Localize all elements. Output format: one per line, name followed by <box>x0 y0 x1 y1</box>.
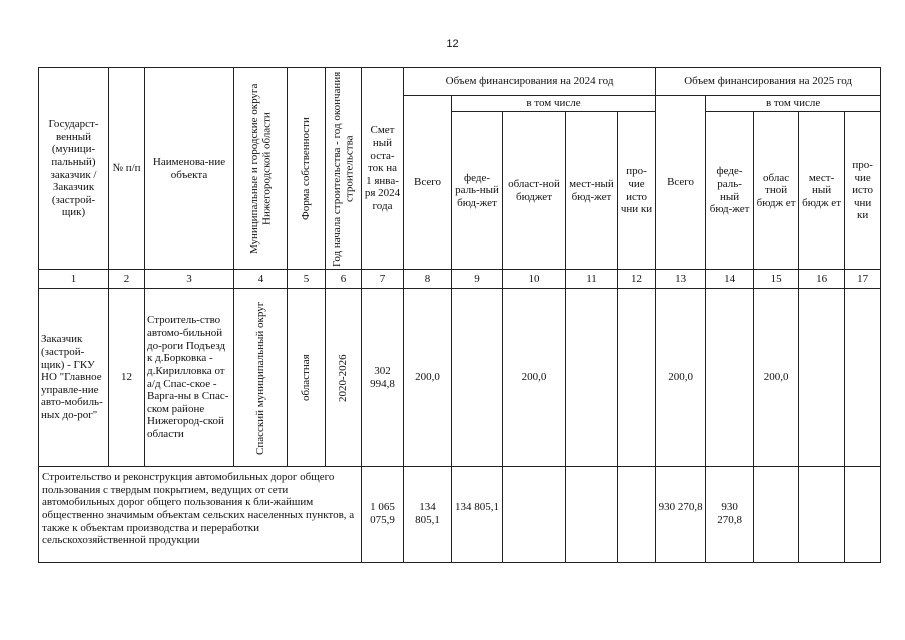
summary-federal-2025: 930 270,8 <box>706 467 754 563</box>
col-num: 3 <box>145 270 234 289</box>
header-other-2025: про-чие исто чни ки <box>845 112 881 270</box>
row-regional-2025: 200,0 <box>754 289 799 467</box>
col-num: 9 <box>452 270 503 289</box>
header-district: Муниципальные и городские округа Нижегородской области <box>234 68 288 270</box>
summary-local-2024 <box>566 467 618 563</box>
col-num: 15 <box>754 270 799 289</box>
summary-text: Строительство и реконструкция автомобильных дорог общего пользования с твердым покрытием, ведущих от сети автомобильных дорог общего пользования к бли-жайшим общественно значимым объектам сельских населенных пунктов, а также к объектам производства и переработки сельскохозяйственной продукции <box>39 467 362 563</box>
col-num: 1 <box>39 270 109 289</box>
col-num: 13 <box>656 270 706 289</box>
row-local-2025 <box>799 289 845 467</box>
col-num: 7 <box>362 270 404 289</box>
row-total-2025: 200,0 <box>656 289 706 467</box>
col-num: 5 <box>288 270 326 289</box>
header-federal-2024: феде-раль-ный бюд-жет <box>452 112 503 270</box>
header-total-2025: Всего <box>656 96 706 270</box>
summary-row <box>39 467 881 563</box>
row-other-2024 <box>618 289 656 467</box>
row-other-2025 <box>845 289 881 467</box>
header-ownership: Форма собственности <box>288 68 326 270</box>
page-number: 12 <box>446 38 459 50</box>
row-federal-2025 <box>706 289 754 467</box>
row-object-name: Строитель-ство автомо-бильной до-роги Подъезд к д.Борковка - д.Кирилловка от а/д Спас-ское - Варга-ны в Спас-ском районе Нижегород-ской области <box>145 289 234 467</box>
summary-regional-2025 <box>754 467 799 563</box>
summary-other-2024 <box>618 467 656 563</box>
col-num: 2 <box>109 270 145 289</box>
col-num: 6 <box>326 270 362 289</box>
col-num: 14 <box>706 270 754 289</box>
row-total-2024: 200,0 <box>404 289 452 467</box>
header-fin-2024: Объем финансирования на 2024 год <box>404 68 656 96</box>
col-num: 10 <box>503 270 566 289</box>
financing-table <box>38 67 881 563</box>
header-regional-2025: облас тной бюдж ет <box>754 112 799 270</box>
header-other-2024: про-чие исто чни ки <box>618 112 656 270</box>
header-balance: Смет ный оста-ток на 1 янва-ря 2024 года <box>362 68 404 270</box>
row-ownership: областная <box>288 289 326 467</box>
row-local-2024 <box>566 289 618 467</box>
row-years: 2020-2026 <box>326 289 362 467</box>
header-incl-2024: в том числе <box>452 96 656 112</box>
summary-other-2025 <box>845 467 881 563</box>
header-object-name: Наименова-ние объекта <box>145 68 234 270</box>
summary-total-2025: 930 270,8 <box>656 467 706 563</box>
header-no: № п/п <box>109 68 145 270</box>
header-local-2024: мест-ный бюд-жет <box>566 112 618 270</box>
header-fin-2025: Объем финансирования на 2025 год <box>656 68 881 96</box>
col-num: 8 <box>404 270 452 289</box>
col-num: 4 <box>234 270 288 289</box>
row-district: Спасский муниципальный округ <box>234 289 288 467</box>
header-regional-2024: област-ной бюджет <box>503 112 566 270</box>
header-total-2024: Всего <box>404 96 452 270</box>
table-row <box>39 289 881 467</box>
row-federal-2024 <box>452 289 503 467</box>
col-num: 12 <box>618 270 656 289</box>
header-customer: Государст-венный (муници-пальный) заказчик / Заказчик (застрой-щик) <box>39 68 109 270</box>
header-local-2025: мест-ный бюдж ет <box>799 112 845 270</box>
row-balance: 302 994,8 <box>362 289 404 467</box>
row-customer: Заказчик (застрой-щик) - ГКУ НО "Главное управле-ние авто-мобиль-ных до-рог" <box>39 289 109 467</box>
col-num: 16 <box>799 270 845 289</box>
row-no: 12 <box>109 289 145 467</box>
summary-local-2025 <box>799 467 845 563</box>
column-number-row <box>39 270 881 289</box>
col-num: 17 <box>845 270 881 289</box>
header-incl-2025: в том числе <box>706 96 881 112</box>
row-regional-2024: 200,0 <box>503 289 566 467</box>
header-federal-2025: феде-раль-ный бюд-жет <box>706 112 754 270</box>
header-years: Год начала строительства - год окончания строительства <box>326 68 362 270</box>
summary-regional-2024 <box>503 467 566 563</box>
summary-federal-2024: 134 805,1 <box>452 467 503 563</box>
summary-balance: 1 065 075,9 <box>362 467 404 563</box>
summary-total-2024: 134 805,1 <box>404 467 452 563</box>
col-num: 11 <box>566 270 618 289</box>
